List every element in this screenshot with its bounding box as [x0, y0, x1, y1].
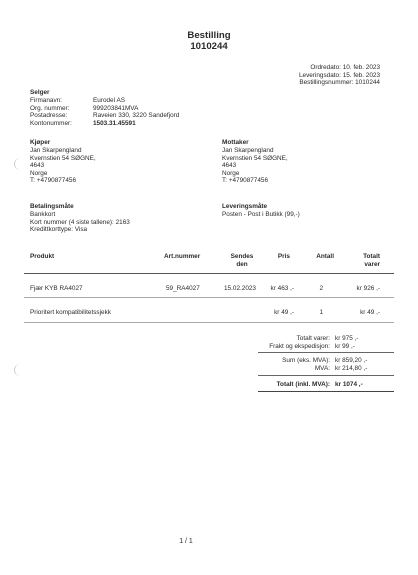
- delivery-heading: Leveringsmåte: [222, 203, 268, 210]
- total-goods-value: kr 975 ,-: [335, 335, 359, 342]
- recipient-address: [222, 147, 288, 185]
- col-header-ship-date: Sendes den: [230, 253, 254, 268]
- meta-order-number: Bestillingsnummer: 1010244: [299, 79, 380, 87]
- shipping-value: kr 99 ,-: [335, 342, 355, 350]
- col-header-price: Pris: [277, 253, 290, 260]
- col-header-art-number: Art.nummer: [164, 253, 201, 260]
- shipping-label: Frakt og ekspedisjon:: [269, 342, 330, 350]
- order-number-title: 1010244: [190, 41, 228, 52]
- row-price: kr 463 ,-: [270, 285, 294, 292]
- meta-delivery-date: Leveringsdato: 15. feb. 2023: [298, 71, 380, 79]
- recipient-heading: Mottaker: [222, 139, 249, 146]
- payment-method: Bankkort: [30, 211, 56, 218]
- row-product: Prioritert kompatibilitetssjekk: [30, 309, 111, 316]
- buyer-country: Norge: [30, 169, 48, 177]
- row-qty: 2: [319, 285, 323, 292]
- vat-label: MVA:: [314, 364, 330, 372]
- vat-value: kr 214,80 ,-: [335, 364, 368, 372]
- row-divider: [24, 322, 394, 323]
- totals-values: [335, 335, 367, 372]
- row-art-number: 59_RA4027: [166, 285, 200, 292]
- buyer-street: Kvernstien 54 SØGNE,: [30, 154, 96, 162]
- row-price: kr 49 ,-: [274, 309, 294, 316]
- row-ship-date: 15.02.2023: [224, 285, 256, 292]
- col-header-product: Produkt: [30, 253, 55, 260]
- seller-block: [30, 97, 179, 127]
- recipient-country: Norge: [222, 169, 240, 177]
- delivery-method: Posten - Post i Butikk (99,-): [222, 211, 300, 218]
- row-total: kr 926 ,-: [356, 285, 380, 292]
- totals-divider-3: [258, 391, 394, 392]
- recipient-phone: T: +4790877456: [222, 177, 269, 185]
- buyer-heading: Kjøper: [30, 139, 51, 146]
- seller-address-row: Postadresse: Raveien 330, 3220 Sandefjord: [30, 112, 180, 120]
- seller-heading: Selger: [30, 89, 50, 96]
- payment-details: [30, 211, 130, 234]
- punch-hole-mark: [14, 364, 27, 376]
- grand-total-label: Totalt (inkl. MVA):: [276, 381, 330, 388]
- recipient-postcode: 4643: [222, 162, 237, 170]
- payment-heading: Betalingsmåte: [30, 203, 74, 210]
- order-meta: [299, 64, 380, 87]
- punch-hole-mark: [14, 158, 27, 170]
- grand-total-value: kr 1074 ,-: [335, 381, 363, 388]
- row-qty: 1: [319, 309, 323, 316]
- page-number: 1 / 1: [179, 538, 193, 545]
- totals-divider-1: [258, 352, 394, 353]
- document-title: Bestilling: [187, 30, 231, 41]
- col-header-qty: Antall: [316, 253, 334, 260]
- row-divider: [24, 297, 394, 298]
- sum-ex-vat-value: kr 859,20 ,-: [335, 357, 368, 365]
- row-total: kr 49 ,-: [360, 309, 380, 316]
- seller-company-row: Firmanavn: Eurodel AS: [30, 97, 125, 104]
- delivery-details: [222, 211, 300, 219]
- recipient-name: Jan Skarpengland: [222, 147, 274, 154]
- recipient-street: Kvernstien 54 SØGNE,: [222, 154, 288, 162]
- row-product: Fjær KYB RA4027: [30, 285, 83, 292]
- payment-card-number: Kort nummer (4 siste tallene): 2163: [30, 218, 130, 226]
- buyer-postcode: 4643: [30, 162, 45, 170]
- sum-ex-vat-label: Sum (eks. MVA):: [282, 357, 330, 365]
- totals-labels: [230, 335, 330, 372]
- col-header-total: Totalt varer: [363, 253, 380, 268]
- payment-card-type: Kredittkorttype: Visa: [30, 226, 88, 234]
- buyer-name: Jan Skarpengland: [30, 147, 82, 154]
- total-goods-label: Totalt varer:: [296, 335, 330, 342]
- table-header-divider: [24, 273, 394, 274]
- seller-account-row: Kontonummer: 1503.31.45591: [30, 119, 136, 127]
- seller-orgnr-row: Org. nummer: 999203841MVA: [30, 104, 139, 112]
- totals-divider-2: [258, 375, 394, 376]
- buyer-address: [30, 147, 96, 185]
- buyer-phone: T: +4790877456: [30, 177, 77, 185]
- meta-order-date: Ordredato: 10. feb. 2023: [310, 64, 380, 71]
